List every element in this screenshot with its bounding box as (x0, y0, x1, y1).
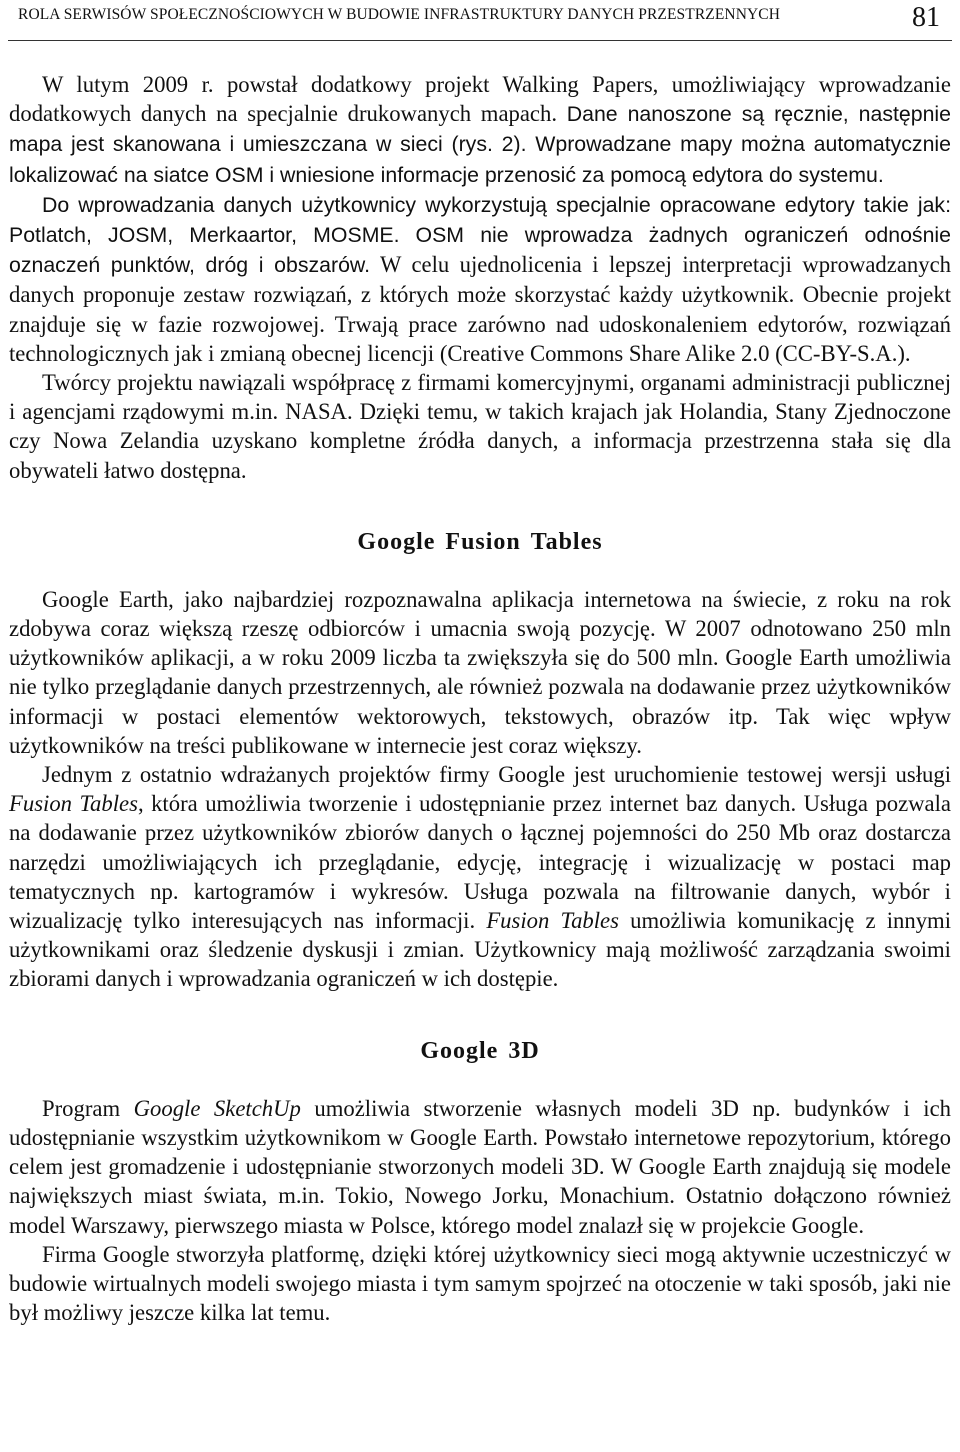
paragraph-text: umożliwia komunikację z innymi użytkownikami oraz śledzenie dyskusji i zmian. Użytkownicy mają możliwość zarządzania swoimi zbiorami danych i wprowadzania ograniczeń w ich dostępie. (9, 908, 951, 992)
page-number: 81 (912, 2, 940, 33)
paragraph-platform: Firma Google stworzyła platformę, dzięki której użytkownicy sieci mogą aktywnie uczestniczyć w budowie wirtualnych modeli swojego miasta i tym samym spojrzeć na otoczenie w taki sposób, jaki nie był możliwy jeszcze kilka lat temu. (9, 1241, 951, 1326)
heading-word: Google (357, 528, 436, 555)
paragraph-editors (9, 190, 951, 368)
heading-word: Google (420, 1037, 499, 1064)
paragraph-fusion-tables (9, 760, 951, 994)
paragraph-text: Twórcy projektu nawiązali współpracę z firmami komercyjnymi, organami administracji publicznej i agencjami rządowymi m.in. NASA. (9, 370, 951, 425)
section-heading-fusion-tables (9, 527, 951, 557)
heading-word: Tables (530, 528, 603, 555)
header-rule (8, 40, 952, 41)
italic-term: Google SketchUp (133, 1095, 301, 1121)
paragraph-google-earth: Google Earth, jako najbardziej rozpoznawalna aplikacja internetowa na świecie, z roku na rok zdobywa coraz większą rzeszę odbiorców i umacnia swoją pozycję. W 2007 odnotowano 250 mln użytkowników aplikacji, a w roku 2009 liczba ta zwiększyła się do 500 mln. Google Earth umożliwia nie tylko przeglądanie danych przestrzennych, ale również pozwala na dodawanie przez użytkowników informacji w postaci elementów wektorowych, tekstowych, obrazów itp. Tak więc wpływ użytkowników na treści publikowane w internecie jest coraz większy. (9, 586, 951, 758)
heading-word: Fusion (445, 528, 521, 555)
paragraph-text-sans: Do wprowadzania danych użytkownicy wykorzystują specjalnie opracowane edytory takie jak: Potlatch, JOSM, Merkaartor, MOSME. (9, 192, 951, 248)
paragraph-text: Program (42, 1095, 134, 1121)
paragraph-text: umożliwia stworzenie własnych modeli 3D np. budynków i ich udostępnianie wszystkim użytkownikom w Google Earth. Powstało internetowe repozytorium, którego celem jest gromadzenie i udostępnianie stworzonych modeli 3D. W Google Earth znajdują się modele największych miast świata, m.in. Tokio, Nowego Jorku, Monachium. Ostatnio dołączono również model Warszawy, pierwszego miasta w Polsce, którego model znalazł się w projekcie Google. (9, 1095, 951, 1238)
paragraph-text: W lutym 2009 r. powstał dodatkowy projekt Walking Papers, umożliwiający wprowadzanie dodatkowych danych na specjalnie drukowanych mapach. (9, 72, 951, 127)
italic-term: Fusion Tables (9, 791, 138, 817)
italic-term: Fusion Tables (486, 908, 619, 934)
paragraph-text-sans: OSM nie wprowadza żadnych ograniczeń odnośnie oznaczeń punktów, dróg i obszarów. (9, 223, 951, 278)
paragraph-text: W celu ujednolicenia i lepszej interpretacji wprowadzanych danych proponuje zestaw rozwiązań, z których może skorzystać każdy użytkownik. Obecnie projekt znajduje się w fazie rozwojowej. Trwają prace zarówno nad udoskonaleniem edytorów, rozwiązań technologicznych jak i zmianą obecnej licencji (Creative Commons Share Alike 2.0 (CC-BY-S.A.). (9, 252, 951, 366)
heading-word: 3D (508, 1037, 540, 1064)
paragraph-partners (9, 368, 951, 485)
paragraph-text: , która umożliwia tworzenie i udostępnianie przez internet baz danych. Usługa pozwala na dodawanie przez użytkowników zbiorów danych o łącznej pojemności do 250 Mb oraz dostarcza narzędzi umożliwiających ich przeglądanie, edycję, integrację i wizualizację w postaci map tematycznych np. kartogramów i wykresów. Usługa pozwala na filtrowanie danych, wybór i wizualizację tylko interesujących nas informacji. (9, 791, 951, 934)
paragraph-text: Dzięki temu, w takich krajach jak Holandia, Stany Zjednoczone czy Nowa Zelandia uzyskano kompletne źródła danych, a informacja przestrzenna stała się dla obywateli łatwo dostępna. (9, 399, 952, 483)
article-body (9, 70, 951, 1327)
section-heading-google-3d (9, 1036, 951, 1066)
paragraph-text-sans: Dane nanoszone są ręcznie, następnie mapa jest skanowana i umieszczana w sieci (rys. 2). Wprowadzane mapy można automatycznie lokalizować na siatce OSM i wniesione informacje przenosić za pomocą edytora do systemu. (9, 102, 952, 187)
running-title: ROLA SERWISÓW SPOŁECZNOŚCIOWYCH W BUDOWIE INFRASTRUKTURY DANYCH PRZESTRZENNYCH (18, 6, 781, 23)
paragraph-walking-papers (9, 70, 951, 190)
paragraph-text: Jednym z ostatnio wdrażanych projektów firmy Google jest uruchomienie testowej wersji usługi (42, 762, 951, 788)
paragraph-sketchup (9, 1094, 951, 1240)
running-header (8, 0, 952, 44)
